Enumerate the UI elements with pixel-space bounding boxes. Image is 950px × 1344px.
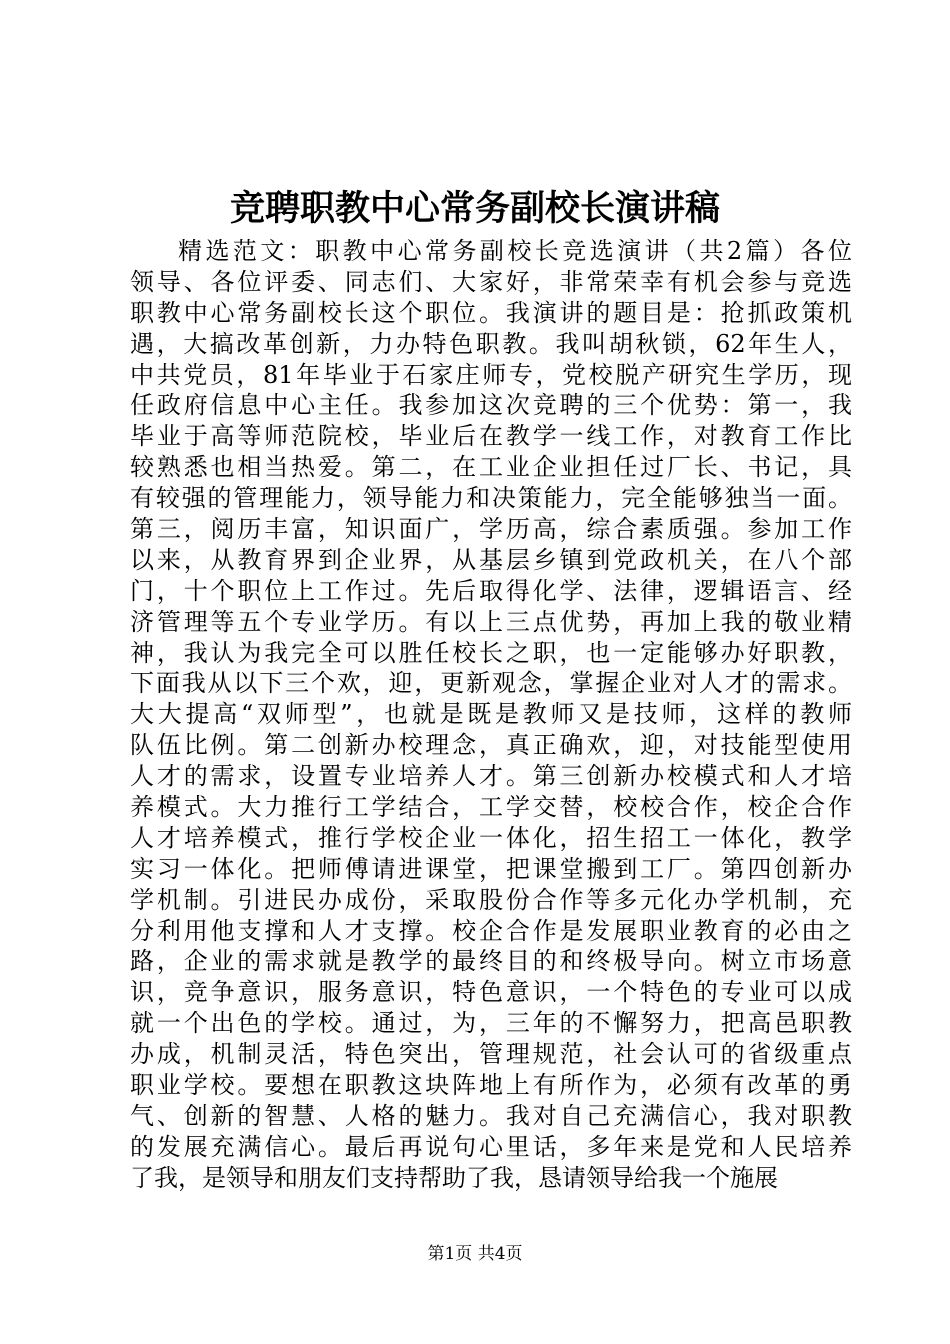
body-line: 下面我从以下三个欢，迎，更新观念，掌握企业对人才的需求。 xyxy=(130,669,852,698)
document-body xyxy=(130,236,852,1194)
body-line: 路，企业的需求就是教学的最终目的和终极导向。树立市场意 xyxy=(130,947,852,976)
body-line: 人才培养模式，推行学校企业一体化，招生招工一体化，教学 xyxy=(130,823,852,852)
body-line: 识，竞争意识，服务意识，特色意识，一个特色的专业可以成 xyxy=(130,978,852,1007)
body-line: 较熟悉也相当热爱。第二，在工业企业担任过厂长、书记，具 xyxy=(130,453,852,482)
body-line: 任政府信息中心主任。我参加这次竞聘的三个优势：第一，我 xyxy=(130,391,852,420)
body-line: 办成，机制灵活，特色突出，管理规范，社会认可的省级重点 xyxy=(130,1040,852,1069)
body-line: 人才的需求，设置专业培养人才。第三创新办校模式和人才培 xyxy=(130,762,852,791)
body-line: 精选范文：职教中心常务副校长竞选演讲（共2篇）各位 xyxy=(178,237,852,265)
body-line: 养模式。大力推行工学结合，工学交替，校校合作，校企合作 xyxy=(130,793,852,822)
body-line: 职教中心常务副校长这个职位。我演讲的题目是：抢抓政策机 xyxy=(130,298,852,327)
body-line: 气、创新的智慧、人格的魅力。我对自己充满信心，我对职教 xyxy=(130,1101,852,1130)
document-title: 竞聘职教中心常务副校长演讲稿 xyxy=(229,188,720,229)
body-line: 中共党员，81年毕业于石家庄师专，党校脱产研究生学历，现 xyxy=(130,360,852,389)
body-line: 门，十个职位上工作过。先后取得化学、法律，逻辑语言、经 xyxy=(130,576,852,605)
body-line: 学机制。引进民办成份，采取股份合作等多元化办学机制，充 xyxy=(130,885,852,914)
body-line: 以来，从教育界到企业界，从基层乡镇到党政机关，在八个部 xyxy=(130,545,852,574)
body-line: 分利用他支撑和人才支撑。校企合作是发展职业教育的必由之 xyxy=(130,916,852,945)
body-line: 有较强的管理能力，领导能力和决策能力，完全能够独当一面。 xyxy=(130,484,852,513)
body-line: 第三，阅历丰富，知识面广，学历高，综合素质强。参加工作 xyxy=(130,515,852,544)
body-line: 领导、各位评委、同志们、大家好，非常荣幸有机会参与竞选 xyxy=(130,267,852,296)
body-line: 职业学校。要想在职教这块阵地上有所作为，必须有改革的勇 xyxy=(130,1071,852,1100)
body-line: 毕业于高等师范院校，毕业后在教学一线工作，对教育工作比 xyxy=(130,422,852,451)
body-line: 遇，大搞改革创新，力办特色职教。我叫胡秋锁，62年生人， xyxy=(130,329,852,358)
body-line: 神，我认为我完全可以胜任校长之职，也一定能够办好职教， xyxy=(130,638,852,667)
body-line: 的发展充满信心。最后再说句心里话，多年来是党和人民培养 xyxy=(130,1132,852,1161)
body-line: 队伍比例。第二创新办校理念，真正确欢，迎，对技能型使用 xyxy=(130,731,852,760)
body-line: 就一个出色的学校。通过，为，三年的不懈努力，把高邑职教 xyxy=(130,1009,852,1038)
page-footer: 第1页 共4页 xyxy=(427,1244,523,1264)
body-line: 了我，是领导和朋友们支持帮助了我，恳请领导给我一个施展 xyxy=(130,1163,778,1192)
body-line: 大大提高“双师型”，也就是既是教师又是技师，这样的教师 xyxy=(130,700,852,729)
body-line: 济管理等五个专业学历。有以上三点优势，再加上我的敬业精 xyxy=(130,607,852,636)
body-line: 实习一体化。把师傅请进课堂，把课堂搬到工厂。第四创新办 xyxy=(130,854,852,883)
